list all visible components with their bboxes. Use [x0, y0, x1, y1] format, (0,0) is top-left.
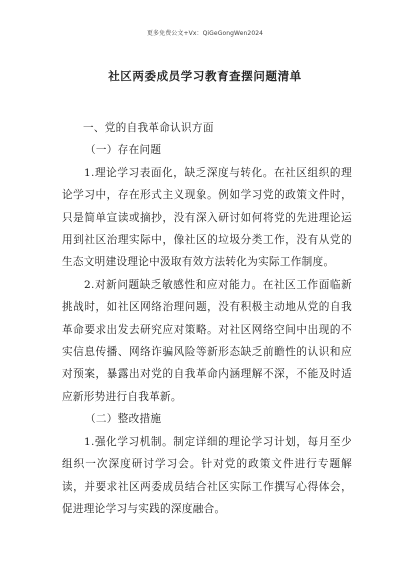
problem-paragraph-1: 1.理论学习表面化，缺乏深度与转化。在社区组织的理论学习中，存在形式主义现象。例如学习党的政策文件时，只是简单宣读或摘抄，没有深入研讨如何将党的先进理论运用到社区治理实际中，像社区的垃圾分类工作，没有从党的生态文明建设理论中汲取有效方法转化为实际工作制度。 — [62, 166, 352, 269]
subsection-heading-measures: （二）整改措施 — [85, 413, 162, 426]
document-title: 社区两委成员学习教育查摆问题清单 — [108, 69, 302, 83]
document-body — [62, 117, 352, 520]
section-heading: 一、党的自我革命认识方面 — [83, 122, 214, 134]
subsection-heading-problems: （一）存在问题 — [85, 144, 162, 157]
promo-header-note: 更多免费公文+Vx：QiGeGongWen2024 — [146, 30, 264, 37]
measure-paragraph-1: 1.强化学习机制。制定详细的理论学习计划，每月至少组织一次深度研讨学习会。针对党的政策文件进行专题解读，并要求社区两委成员结合社区实际工作撰写心得体会，促进理论学习与实践的深度融合。 — [62, 435, 352, 515]
problem-paragraph-2: 2.对新问题缺乏敏感性和应对能力。在社区工作面临新挑战时，如社区网络治理问题，没有积极主动地从党的自我革命要求出发去研究应对策略。对社区网络空间中出现的不实信息传播、网络诈骗风险等新形态缺乏前瞻性的认识和应对预案，暴露出对党的自我革命内涵理解不深，不能及时适应新形势进行自我革新。 — [62, 278, 352, 403]
